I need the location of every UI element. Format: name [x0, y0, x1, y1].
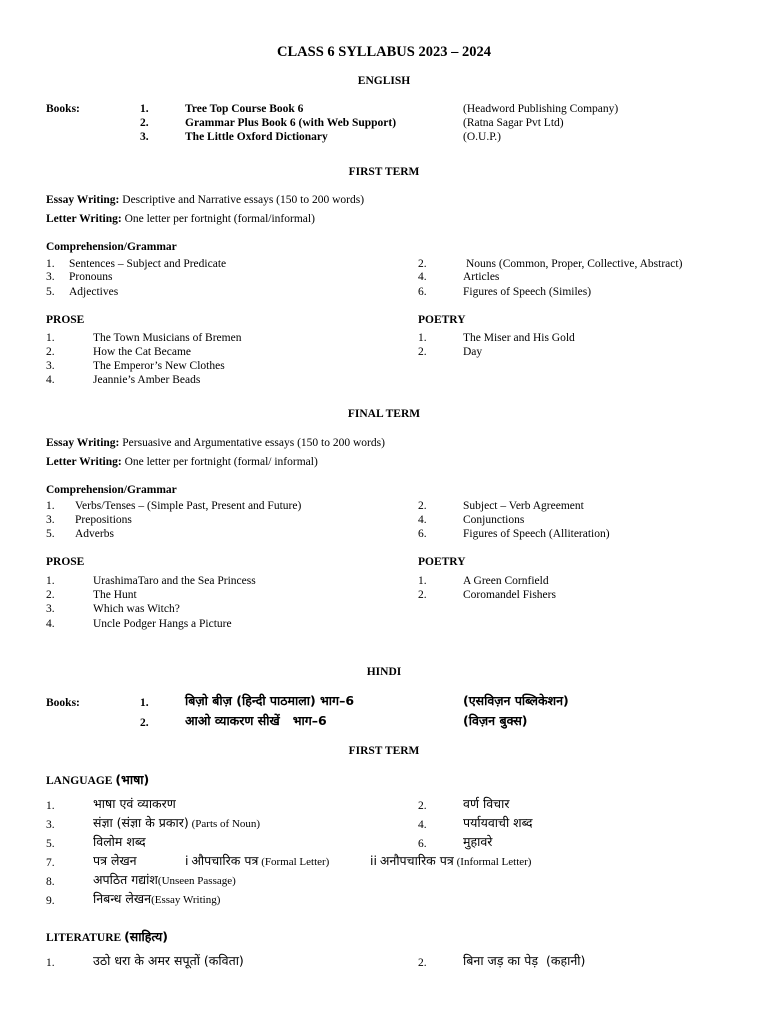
list-number: 2. — [418, 800, 427, 812]
list-number: 2. — [46, 346, 55, 358]
list-item-english: (Unseen Passage) — [157, 875, 236, 887]
english-heading: ENGLISH — [357, 75, 411, 87]
list-number: 2. — [418, 589, 427, 601]
list-number: 9. — [46, 895, 55, 907]
list-item: Pronouns — [69, 271, 113, 283]
first-term-heading: FIRST TERM — [348, 166, 420, 178]
list-item: Figures of Speech (Alliteration) — [463, 528, 610, 540]
list-number: 4. — [418, 819, 427, 831]
list-item-english: (Parts of Noun) — [191, 818, 261, 830]
books-label: Books: — [46, 697, 80, 709]
list-number: 2. — [418, 258, 427, 270]
sub-item-hindi: अनौपचारिक पत्र — [379, 853, 454, 868]
book-publisher: (Ratna Sagar Pvt Ltd) — [463, 117, 564, 129]
letter-type-informal — [370, 854, 531, 869]
list-item-english: (Essay Writing) — [151, 894, 221, 906]
list-item: विलोम शब्द — [93, 834, 146, 849]
essay-writing-text: Descriptive and Narrative essays (150 to 200 words) — [122, 194, 365, 206]
list-number: 1. — [418, 332, 427, 344]
list-item: Nouns (Common, Proper, Collective, Abstract) — [466, 258, 683, 270]
book-publisher: (O.U.P.) — [463, 131, 502, 143]
list-item: पत्र लेखन — [93, 853, 137, 868]
list-number: 5. — [46, 528, 55, 540]
sub-number: i — [185, 853, 189, 868]
list-item: भाषा एवं व्याकरण — [93, 796, 176, 811]
literature-heading — [46, 930, 168, 945]
list-item: Conjunctions — [463, 514, 525, 526]
letter-type-formal — [185, 854, 329, 869]
first-term-heading: FIRST TERM — [348, 745, 420, 757]
list-item-hindi: निबन्ध लेखन — [93, 891, 152, 906]
list-item: मुहावरे — [463, 834, 493, 849]
list-number: 4. — [418, 514, 427, 526]
list-number: 8. — [46, 876, 55, 888]
letter-writing-label: Letter Writing: — [46, 456, 122, 468]
letter-writing-label: Letter Writing: — [46, 213, 122, 225]
list-item: बिना जड़ का पेड़ (कहानी) — [463, 953, 586, 968]
language-heading-label: LANGUAGE — [46, 775, 113, 787]
list-number: 3. — [46, 819, 55, 831]
list-item: उठो धरा के अमर सपूतों (कविता) — [93, 953, 244, 968]
sub-item-english: (Formal Letter) — [261, 856, 330, 868]
list-number: 3. — [46, 514, 55, 526]
list-item: How the Cat Became — [93, 346, 192, 358]
list-number: 1. — [46, 957, 55, 969]
sub-item-hindi: औपचारिक पत्र — [191, 853, 259, 868]
list-item: The Town Musicians of Bremen — [93, 332, 242, 344]
list-number: 6. — [418, 838, 427, 850]
book-title: Tree Top Course Book 6 — [185, 103, 304, 115]
book-title: आओ व्याकरण सीखें भाग–6 — [185, 713, 327, 728]
sub-item-english: (Informal Letter) — [456, 856, 532, 868]
book-title: The Little Oxford Dictionary — [185, 131, 328, 143]
book-title: Grammar Plus Book 6 (with Web Support) — [185, 117, 397, 129]
book-publisher: (Headword Publishing Company) — [463, 103, 619, 115]
list-item: The Emperor’s New Clothes — [93, 360, 225, 372]
list-number: 1. — [46, 500, 55, 512]
list-item — [93, 873, 236, 888]
literature-heading-label: LITERATURE — [46, 932, 122, 944]
list-item — [93, 892, 220, 907]
list-item: Subject – Verb Agreement — [463, 500, 584, 512]
list-number: 1. — [46, 575, 55, 587]
list-number: 4. — [418, 271, 427, 283]
list-number: 4. — [46, 374, 55, 386]
letter-writing-text: One letter per fortnight (formal/ informal) — [124, 456, 318, 468]
letter-writing-line — [46, 456, 318, 469]
list-item: Coromandel Fishers — [463, 589, 556, 601]
essay-writing-text: Persuasive and Argumentative essays (150 to 200 words) — [122, 437, 385, 449]
list-number: 1. — [46, 258, 55, 270]
book-number: 1. — [140, 103, 149, 115]
book-publisher: (एसविज़न पब्लिकेशन) — [463, 693, 569, 708]
list-item: Uncle Podger Hangs a Picture — [93, 618, 232, 630]
hindi-heading: HINDI — [366, 666, 402, 678]
letter-writing-text: One letter per fortnight (formal/informal) — [124, 213, 315, 225]
list-number: 6. — [418, 286, 427, 298]
list-item: Prepositions — [75, 514, 132, 526]
list-number: 2. — [46, 589, 55, 601]
essay-writing-line — [46, 194, 364, 207]
list-number: 3. — [46, 603, 55, 615]
list-number: 7. — [46, 857, 55, 869]
list-number: 2. — [418, 346, 427, 358]
list-number: 5. — [46, 286, 55, 298]
essay-writing-line — [46, 437, 385, 450]
list-item: Sentences – Subject and Predicate — [69, 258, 227, 270]
book-title: बिज़ो बीज़ (हिन्दी पाठमाला) भाग–6 — [185, 693, 355, 708]
list-item — [93, 816, 260, 831]
list-number: 5. — [46, 838, 55, 850]
essay-writing-label: Essay Writing: — [46, 194, 120, 206]
list-item-hindi: अपठित गद्यांश — [93, 872, 158, 887]
list-number: 6. — [418, 528, 427, 540]
book-number: 1. — [140, 697, 149, 709]
list-item: Adjectives — [69, 286, 119, 298]
essay-writing-label: Essay Writing: — [46, 437, 120, 449]
prose-heading: PROSE — [46, 556, 85, 568]
letter-writing-line — [46, 213, 315, 226]
list-item: A Green Cornfield — [463, 575, 549, 587]
list-item: वर्ण विचार — [463, 796, 510, 811]
poetry-heading: POETRY — [418, 556, 466, 568]
list-item: UrashimaTaro and the Sea Princess — [93, 575, 256, 587]
book-number: 2. — [140, 117, 149, 129]
list-item-hindi: संज्ञा (संज्ञा के प्रकार) — [93, 815, 189, 830]
list-item: Day — [463, 346, 483, 358]
list-number: 1. — [418, 575, 427, 587]
page-title: CLASS 6 SYLLABUS 2023 – 2024 — [277, 44, 491, 60]
sub-number: ii — [370, 853, 377, 868]
list-number: 3. — [46, 271, 55, 283]
list-number: 4. — [46, 618, 55, 630]
list-item: The Miser and His Gold — [463, 332, 575, 344]
list-item: Figures of Speech (Similes) — [463, 286, 592, 298]
book-publisher: (विज़न बुक्स) — [463, 713, 528, 728]
prose-heading: PROSE — [46, 314, 85, 326]
list-item: The Hunt — [93, 589, 137, 601]
list-number: 2. — [418, 957, 427, 969]
book-number: 3. — [140, 131, 149, 143]
list-number: 2. — [418, 500, 427, 512]
comprehension-heading: Comprehension/Grammar — [46, 241, 177, 253]
list-number: 1. — [46, 332, 55, 344]
list-number: 3. — [46, 360, 55, 372]
list-item: Which was Witch? — [93, 603, 180, 615]
book-number: 2. — [140, 717, 149, 729]
list-item: पर्यायवाची शब्द — [463, 815, 533, 830]
poetry-heading: POETRY — [418, 314, 466, 326]
language-heading-hindi: (भाषा) — [115, 772, 150, 787]
literature-heading-hindi: (साहित्य) — [124, 929, 168, 944]
list-item: Articles — [463, 271, 500, 283]
books-label: Books: — [46, 103, 80, 115]
final-term-heading: FINAL TERM — [347, 408, 421, 420]
comprehension-heading: Comprehension/Grammar — [46, 484, 177, 496]
list-number: 1. — [46, 800, 55, 812]
list-item: Verbs/Tenses – (Simple Past, Present and Future) — [75, 500, 302, 512]
list-item: Adverbs — [75, 528, 114, 540]
list-item: Jeannie’s Amber Beads — [93, 374, 201, 386]
language-heading — [46, 773, 149, 788]
